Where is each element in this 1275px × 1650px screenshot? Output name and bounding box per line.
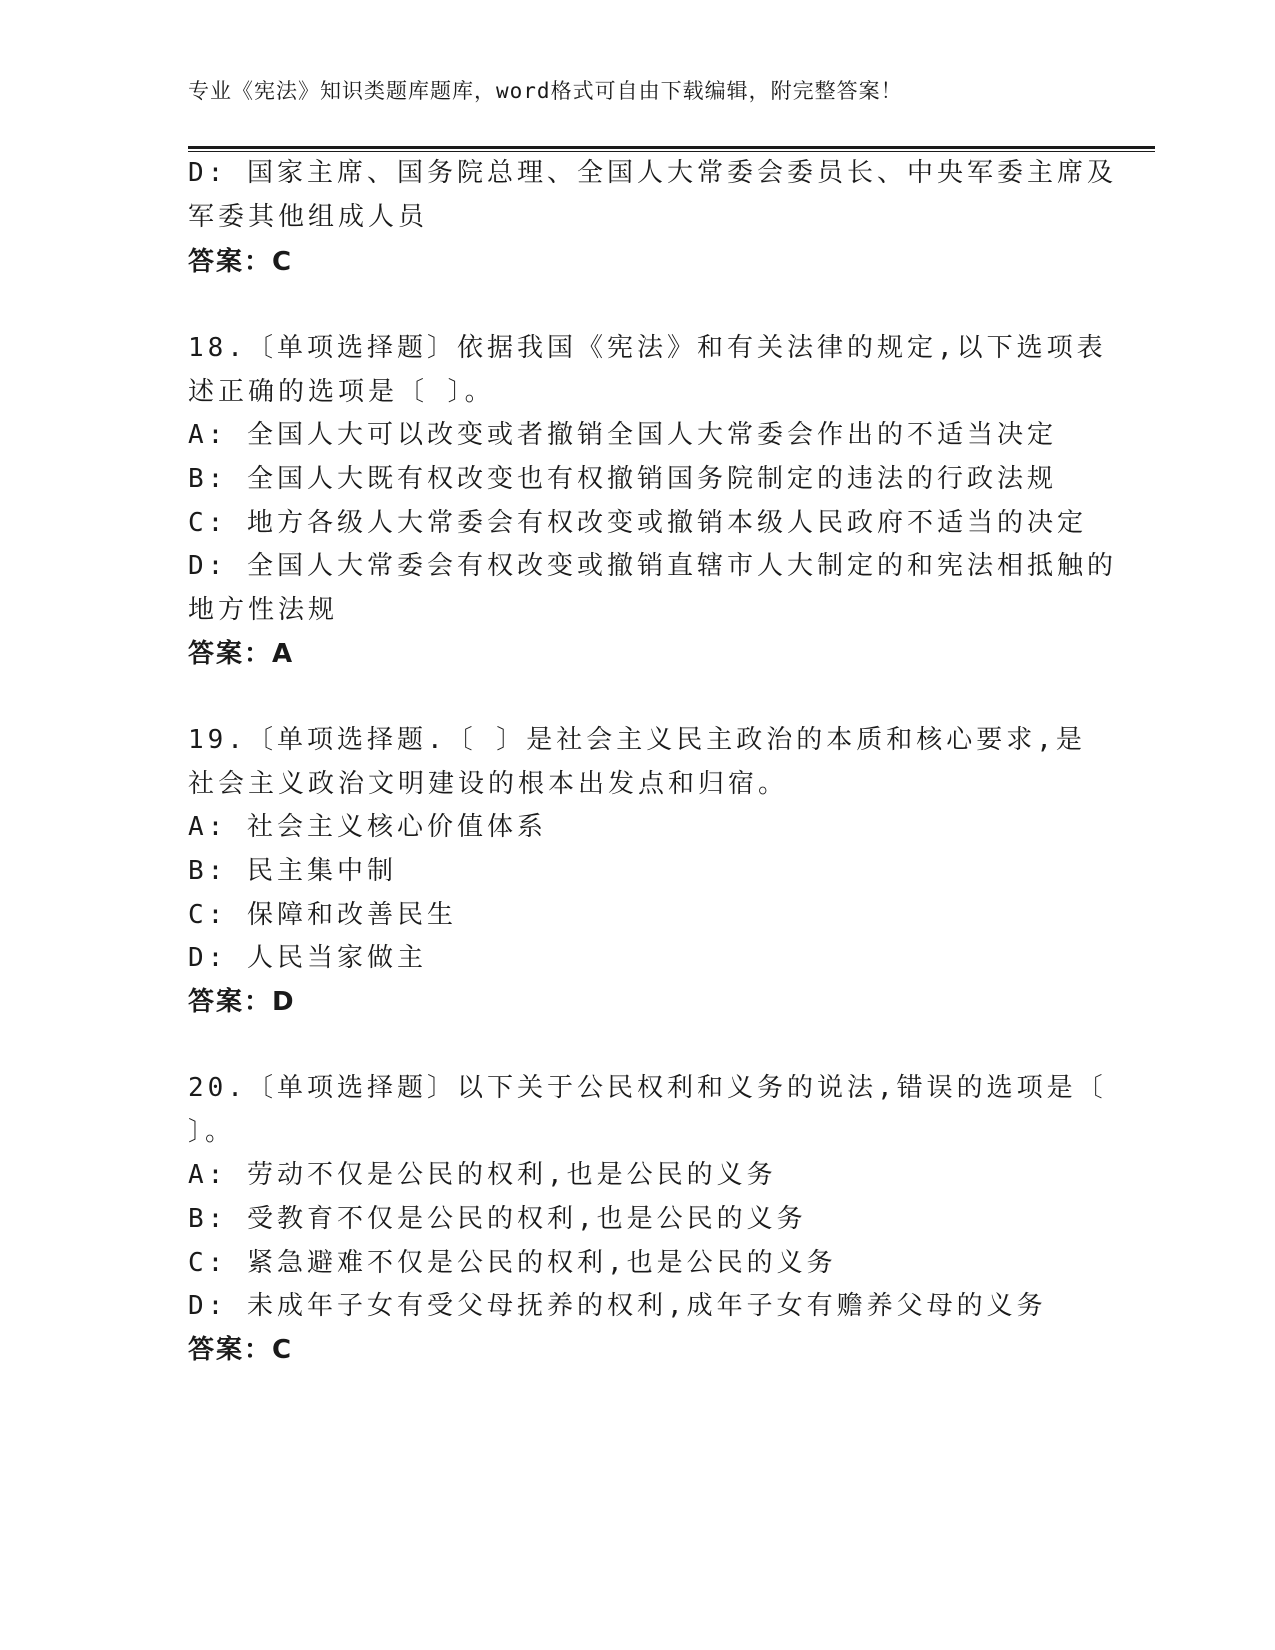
option-a: A: 社会主义核心价值体系 bbox=[188, 812, 547, 842]
question-stem-line2: 社会主义政治文明建设的根本出发点和归宿。 bbox=[188, 769, 789, 799]
option-a: A: 劳动不仅是公民的权利,也是公民的义务 bbox=[188, 1160, 777, 1190]
question-stem-line1: 19.〔单项选择题.〔 〕是社会主义民主政治的本质和核心要求,是 bbox=[188, 725, 1086, 755]
option-b: B: 全国人大既有权改变也有权撤销国务院制定的违法的行政法规 bbox=[188, 464, 1057, 494]
option-d: D: 人民当家做主 bbox=[188, 943, 427, 973]
answer-label: 答案：C bbox=[188, 247, 294, 277]
answer-label: 答案：D bbox=[188, 987, 296, 1017]
option-b: B: 民主集中制 bbox=[188, 856, 397, 886]
option-d-line1: D: 国家主席、国务院总理、全国人大常委会委员长、中央军委主席及 bbox=[188, 158, 1117, 188]
option-d-line2: 地方性法规 bbox=[188, 595, 339, 625]
answer-label: 答案：C bbox=[188, 1335, 294, 1365]
question-stem-line1: 18.〔单项选择题〕依据我国《宪法》和有关法律的规定,以下选项表 bbox=[188, 333, 1107, 363]
option-d-line2: 军委其他组成人员 bbox=[188, 202, 429, 232]
option-a: A: 全国人大可以改变或者撤销全国人大常委会作出的不适当决定 bbox=[188, 420, 1057, 450]
answer-label: 答案：A bbox=[188, 639, 295, 669]
question-stem-line2: 述正确的选项是〔 〕。 bbox=[188, 377, 495, 407]
option-d: D: 未成年子女有受父母抚养的权利,成年子女有赡养父母的义务 bbox=[188, 1291, 1047, 1321]
header-title: 专业《宪法》知识类题库题库，word格式可自由下载编辑，附完整答案！ bbox=[188, 79, 903, 103]
question-stem-line1: 20.〔单项选择题〕以下关于公民权利和义务的说法,错误的选项是〔 bbox=[188, 1073, 1107, 1103]
option-b: B: 受教育不仅是公民的权利,也是公民的义务 bbox=[188, 1204, 807, 1234]
option-c: C: 地方各级人大常委会有权改变或撤销本级人民政府不适当的决定 bbox=[188, 508, 1087, 538]
header-divider-thick bbox=[188, 146, 1155, 149]
header-divider-thin bbox=[188, 151, 1155, 152]
option-c: C: 紧急避难不仅是公民的权利,也是公民的义务 bbox=[188, 1248, 837, 1278]
option-c: C: 保障和改善民生 bbox=[188, 900, 457, 930]
option-d-line1: D: 全国人大常委会有权改变或撤销直辖市人大制定的和宪法相抵触的 bbox=[188, 551, 1117, 581]
question-stem-line2: 〕。 bbox=[188, 1117, 236, 1147]
